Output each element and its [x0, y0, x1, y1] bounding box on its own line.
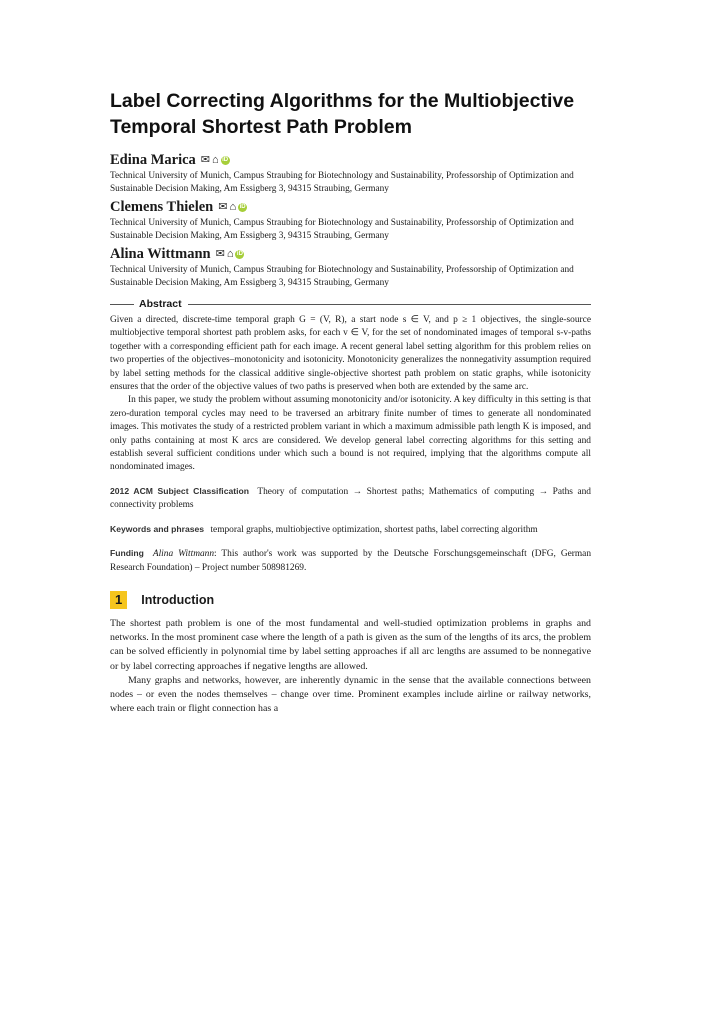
section-body — [110, 617, 591, 716]
home-icon[interactable]: ⌂ — [226, 248, 234, 260]
orcid-icon[interactable]: iD — [239, 204, 246, 210]
home-icon[interactable]: ⌂ — [212, 154, 219, 166]
rule-divider — [110, 304, 134, 305]
funding-person: Alina Wittmann — [152, 549, 215, 560]
author-affiliation: Technical University of Munich, Campus Straubing for Biotechnology and Sustainability, Professorship of Optimization and Sustainable Decision Making, Am Essigberg 3, 94315 Straubing, Germany — [110, 218, 574, 241]
author-name-text: Edina Marica — [110, 152, 196, 168]
author-name — [110, 199, 591, 216]
section-number: 1 — [110, 591, 127, 609]
mail-icon[interactable]: ✉ — [215, 248, 225, 260]
mail-icon[interactable]: ✉ — [218, 201, 228, 213]
author-affiliation: Technical University of Munich, Campus Straubing for Biotechnology and Sustainability, Professorship of Optimization and Sustainable Decision Making, Am Essigberg 3, 94315 Straubing, Germany — [110, 171, 574, 194]
abstract-paragraph: Given a directed, discrete-time temporal graph G = (V, R), a start node s ∈ V, and p ≥ 1 objectives, the single-source multiobjective temporal shortest path problem asks, for each v ∈ V, for the set of nondominated images of temporal s-v-paths together with a corresponding efficient path for each image. A recent general label setting algorithm for this problem relies on two properties of the objectives–monotonicity and isotonicity. Monotonicity generalizes the nonnegativity assumption required by label setting methods for the classical additive single-objective shortest path problem on static graphs, while isotonicity ensures that the order of the objective values of two paths is preserved when both are extended by the same arc. — [110, 315, 591, 393]
abstract-heading-text: Abstract — [139, 298, 182, 310]
author-name — [110, 152, 591, 169]
funding-label: Funding — [110, 548, 144, 559]
author-name-text: Alina Wittmann — [110, 246, 211, 262]
orcid-icon[interactable]: iD — [236, 251, 243, 257]
author-affiliation: Technical University of Munich, Campus Straubing for Biotechnology and Sustainability, Professorship of Optimization and Sustainable Decision Making, Am Essigberg 3, 94315 Straubing, Germany — [110, 265, 574, 288]
author-name — [110, 246, 591, 263]
rule-divider — [188, 304, 591, 305]
keywords-text: temporal graphs, multiobjective optimization, shortest paths, label correcting algorithm — [210, 524, 538, 535]
keywords — [110, 523, 591, 537]
paper-title: Label Correcting Algorithms for the Multiobjective Temporal Shortest Path Problem — [110, 90, 575, 138]
abstract-paragraph: In this paper, we study the problem without assuming monotonicity and/or isotonicity. A key difficulty in this setting is that zero-duration temporal cycles may need to be traversed an arbitrary finite number of times to generate all nondominated images. This motivates the study of a restricted problem variant in which a maximum admissible path length K is imposed, and only paths containing at most K arcs are considered. We develop general label correcting algorithms for this setting and establish several sufficient conditions under which such a bound is not required, implying that the algorithms compute all nondominated images. — [110, 395, 591, 473]
body-paragraph: Many graphs and networks, however, are inherently dynamic in the sense that the available connections between nodes – or even the nodes themselves – change over time. Prominent examples include airline or railway networks, where each train or flight connection has a — [110, 674, 591, 715]
section-title: Introduction — [141, 592, 215, 607]
acm-classification — [110, 485, 591, 513]
author-name-text: Clemens Thielen — [110, 199, 214, 215]
funding — [110, 547, 591, 575]
body-paragraph: The shortest path problem is one of the most fundamental and well-studied optimization problems in graphs and networks. In the most prominent case where the length of a path is given as the sum of the lengths of its arcs, the problem can be solved efficiently in polynomial time by label setting approaches if all arc lengths are assumed to be nonnegative or by label correcting approaches if negative lengths are allowed. — [110, 617, 591, 672]
acm-text: Theory of computation → Shortest paths; Mathematics of computing → Paths and connectivity problems — [110, 486, 591, 511]
home-icon[interactable]: ⌂ — [229, 201, 237, 213]
keywords-label: Keywords and phrases — [110, 523, 205, 534]
acm-label: 2012 ACM Subject Classification — [110, 485, 250, 496]
section-heading — [110, 591, 591, 609]
paper-page — [110, 88, 591, 716]
orcid-icon[interactable]: iD — [222, 157, 229, 163]
abstract-heading — [110, 298, 591, 310]
author-block — [110, 152, 591, 290]
funding-text: : This author's work was supported by the Deutsche Forschungsgemeinschaft (DFG, German Research Foundation) – Project number 508981269. — [110, 549, 592, 573]
mail-icon[interactable]: ✉ — [200, 154, 211, 166]
